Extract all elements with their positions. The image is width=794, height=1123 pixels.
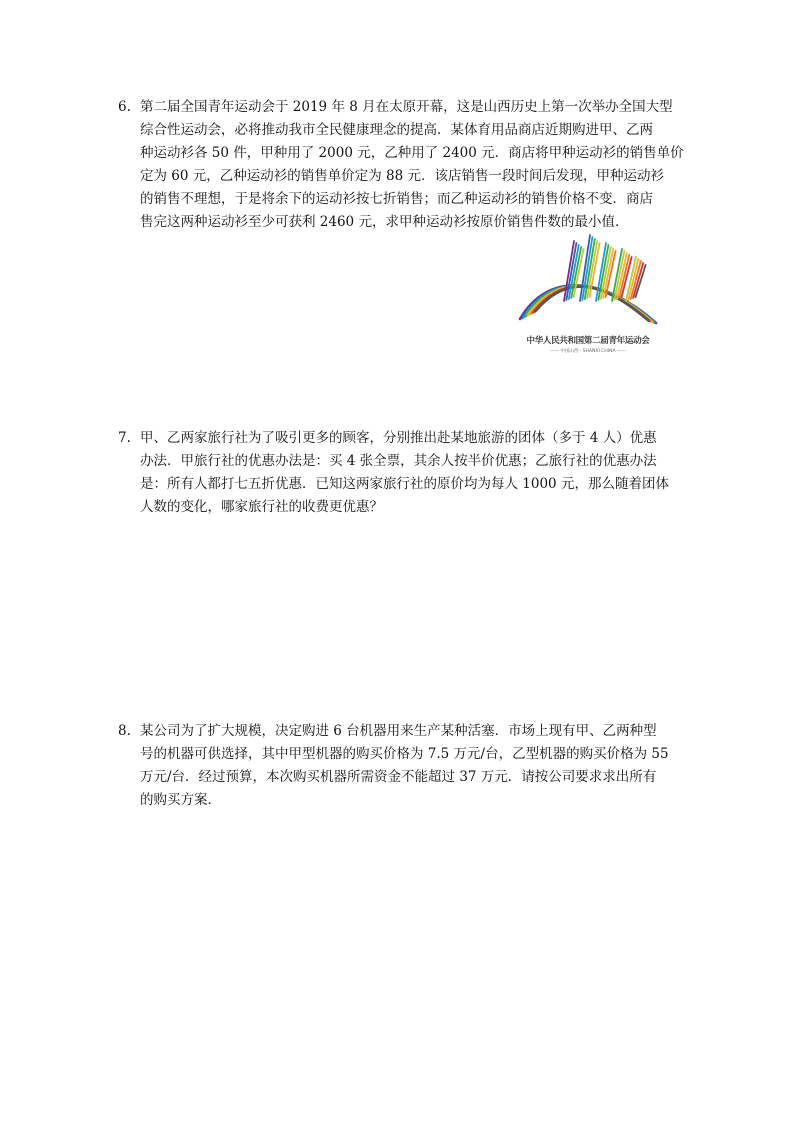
problem-line: 种运动衫各 50 件，甲种用了 2000 元，乙种用了 2400 元．商店将甲种运动衫的销售单价	[140, 145, 684, 161]
problem-text	[140, 720, 678, 812]
problem-line: 人数的变化，哪家旅行社的收费更优惠？	[140, 499, 383, 515]
problem-line: 甲、乙两家旅行社为了吸引更多的顾客，分别推出赴某地旅游的团体（多于 4 人）优惠	[140, 430, 657, 446]
problem-text	[140, 96, 684, 234]
youth-games-emblem-icon	[508, 231, 668, 331]
problem-line: 是：所有人都打七五折优惠．已知这两家旅行社的原价均为每人 1000 元，那么随着团体	[140, 476, 669, 492]
problem-line: 某公司为了扩大规模，决定购进 6 台机器用来生产某种活塞．市场上现有甲、乙两种型	[140, 723, 657, 739]
problem-line: 综合性运动会，必将推动我市全民健康理念的提高．某体育用品商店近期购进甲、乙两	[140, 122, 653, 138]
problem-line: 办法．甲旅行社的优惠办法是：买 4 张全票，其余人按半价优惠；乙旅行社的优惠办法	[140, 453, 657, 469]
logo-subtitle: —— 中国山西 · SHANXI CHINA ——	[550, 349, 626, 354]
problem-8	[118, 720, 678, 812]
problem-line: 的购买方案．	[140, 792, 221, 808]
problem-line: 售完这两种运动衫至少可获利 2460 元，求甲种运动衫按原价销售件数的最小值．	[140, 214, 629, 230]
problem-line: 第二届全国青年运动会于 2019 年 8 月在太原开幕，这是山西历史上第一次举办全国大型	[140, 99, 673, 115]
emblem-stripe	[526, 286, 653, 322]
problem-text	[140, 427, 678, 519]
problem-line: 定为 60 元，乙种运动衫的销售单价定为 88 元．该店销售一段时间后发现，甲种运动衫	[140, 168, 665, 184]
problem-6	[118, 96, 684, 234]
problem-line: 万元/台．经过预算，本次购买机器所需资金不能超过 37 万元．请按公司要求求出所有	[140, 769, 657, 785]
youth-games-logo	[508, 231, 668, 354]
logo-title: 中华人民共和国第二届青年运动会	[526, 336, 650, 346]
problem-line: 号的机器可供选择，其中甲型机器的购买价格为 7.5 万元/台，乙型机器的购买价格为 55	[140, 746, 669, 762]
problem-7	[118, 427, 678, 519]
problem-number: 6.	[118, 99, 131, 115]
problem-line: 的销售不理想，于是将余下的运动衫按七折销售；而乙种运动衫的销售价格不变．商店	[140, 191, 653, 207]
problem-number: 7.	[118, 430, 131, 446]
problem-number: 8.	[118, 723, 131, 739]
